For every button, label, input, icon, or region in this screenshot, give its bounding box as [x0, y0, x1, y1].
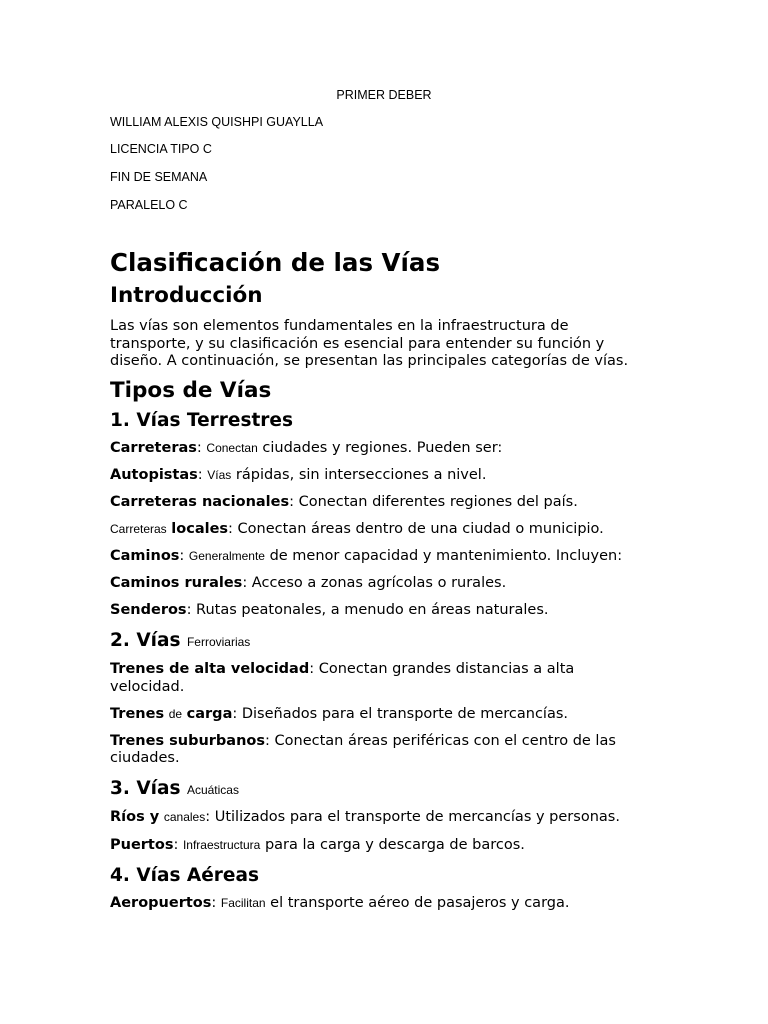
item-label: Caminos [110, 547, 180, 564]
item-small-text: Infraestructura [182, 837, 261, 852]
item-small-text: Carreteras [110, 521, 167, 536]
item-text: de menor capacidad y mantenimiento. Incluyen: [264, 547, 623, 564]
item-text: : Conectan áreas periféricas con el centro de las ciudades. [110, 732, 616, 767]
item-label: Ríos y [110, 809, 160, 826]
section-heading-ferroviarias [110, 629, 650, 654]
heading-text: 3. Vías [110, 778, 181, 800]
section: PARALELO C [110, 198, 188, 212]
item-label: Autopistas [110, 466, 198, 483]
heading-text: 2. Vías [110, 630, 181, 652]
intro-paragraph: Las vías son elementos fundamentales en la infraestructura de transporte, y su clasificación es esencial para entender su función y diseño. A continuación, se presentan las principales categorías de vías. [110, 318, 629, 369]
item-label: Trenes [110, 705, 165, 722]
list-item [110, 521, 650, 539]
list-item: Puertos: Infraestructura para la carga y descarga de barcos. [110, 836, 525, 853]
item-text: : Acceso a zonas agrícolas o rurales. [242, 574, 507, 591]
list-item [110, 494, 650, 512]
list-item: Carreteras: Conectan ciudades y regiones. Pueden ser: [110, 439, 503, 456]
item-text: : Conectan grandes distancias a alta velocidad. [110, 661, 575, 695]
types-heading: Tipos de Vías [110, 377, 272, 403]
item-label: Trenes de alta velocidad [110, 661, 310, 678]
list-item [110, 575, 650, 593]
intro-heading: Introducción [110, 283, 263, 308]
item-small-text: Facilitan [220, 895, 266, 910]
item-small-text: de [168, 706, 183, 721]
item-label: Carreteras nacionales [110, 493, 290, 510]
main-title: Clasificación de las Vías [110, 248, 441, 277]
item-text: : Diseñados para el transporte de mercancías. [232, 705, 568, 722]
list-item: Caminos: Generalmente de menor capacidad y mantenimiento. Incluyen: [110, 547, 623, 564]
license-type: LICENCIA TIPO C [110, 142, 212, 156]
document-header-title: PRIMER DEBER [336, 88, 432, 102]
item-small-text: Generalmente [188, 548, 265, 563]
schedule: FIN DE SEMANA [110, 170, 208, 184]
item-small-text: Vías [207, 467, 232, 482]
item-text: : Conectan áreas dentro de una ciudad o municipio. [228, 520, 604, 537]
item-text: : Utilizados para el transporte de mercancías y personas. [205, 809, 620, 826]
student-name: WILLIAM ALEXIS QUISHPI GUAYLLA [110, 115, 324, 129]
item-text: ciudades y regiones. Pueden ser: [257, 439, 503, 456]
heading-small-text: Ferroviarias [186, 635, 251, 650]
item-label: Caminos rurales [110, 574, 243, 591]
item-text: : Rutas peatonales, a menudo en áreas naturales. [186, 602, 549, 619]
list-item: Autopistas: Vías rápidas, sin intersecciones a nivel. [110, 466, 487, 483]
item-label-2: carga [186, 705, 233, 722]
section-heading-aereas: 4. Vías Aéreas [110, 864, 259, 886]
list-item [110, 602, 650, 620]
item-label: Aeropuertos [110, 894, 212, 911]
list-item [110, 809, 650, 827]
item-text: : Conectan diferentes regiones del país. [289, 493, 578, 510]
section-heading-acuaticas [110, 777, 650, 802]
item-label: Carreteras [110, 439, 197, 456]
list-item [110, 733, 650, 768]
document-body [110, 246, 650, 922]
section-heading-terrestres: 1. Vías Terrestres [110, 409, 293, 431]
item-small-text: Conectan [206, 440, 258, 455]
item-text: el transporte aéreo de pasajeros y carga. [265, 894, 570, 911]
heading-small-text: Acuáticas [186, 783, 239, 798]
list-item [110, 706, 650, 724]
item-small-text: canales [163, 810, 206, 825]
item-label: Senderos [110, 602, 187, 619]
list-item [110, 661, 650, 696]
item-text: para la carga y descarga de barcos. [260, 836, 525, 853]
item-label: locales [171, 520, 229, 537]
list-item: Aeropuertos: Facilitan el transporte aéreo de pasajeros y carga. [110, 894, 570, 911]
item-label: Trenes suburbanos [110, 732, 266, 749]
item-label: Puertos [110, 836, 174, 853]
item-text: rápidas, sin intersecciones a nivel. [231, 466, 487, 483]
